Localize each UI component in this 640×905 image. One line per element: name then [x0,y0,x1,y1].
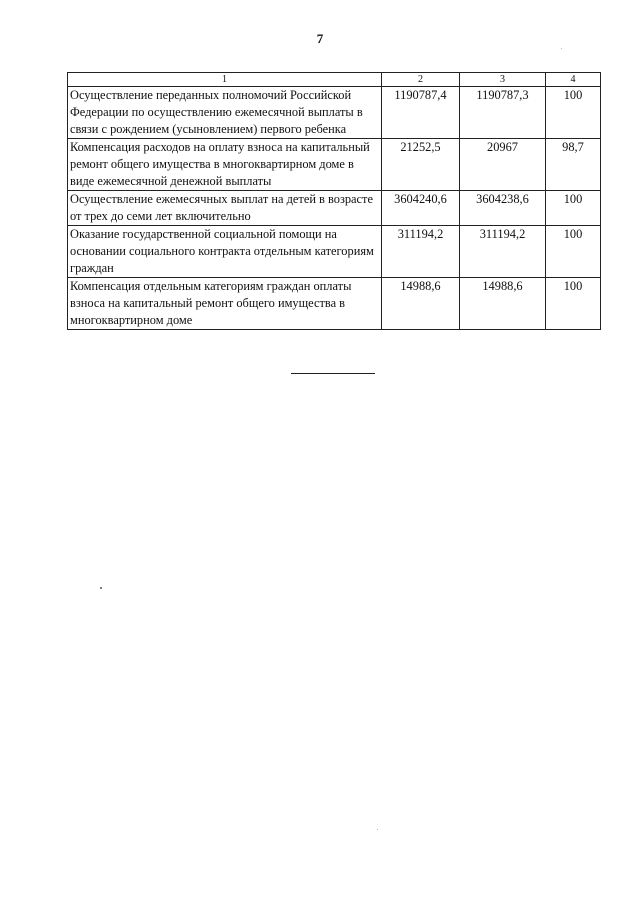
column-header-3: 3 [460,73,546,87]
column-header-1: 1 [68,73,382,87]
table-row [68,191,601,226]
row-value-4: 100 [546,226,601,278]
row-name: Компенсация отдельным категориям граждан оплаты взноса на капитальный ремонт общего имущества в многоквартирном доме [68,278,382,330]
column-header-2: 2 [382,73,460,87]
data-table [67,72,601,330]
row-name: Оказание государственной социальной помощи на основании социального контракта отдельным категориям граждан [68,226,382,278]
row-value-2: 1190787,4 [382,87,460,139]
row-value-3: 14988,6 [460,278,546,330]
row-value-2: 3604240,6 [382,191,460,226]
row-value-3: 20967 [460,139,546,191]
row-name: Осуществление ежемесячных выплат на детей в возрасте от трех до семи лет включительно [68,191,382,226]
scan-speck [100,587,102,589]
row-name: Компенсация расходов на оплату взноса на капитальный ремонт общего имущества в многоквартирном доме в виде ежемесячной денежной выплаты [68,139,382,191]
row-value-3: 1190787,3 [460,87,546,139]
row-value-3: 311194,2 [460,226,546,278]
table-row [68,278,601,330]
header-row [68,73,601,87]
row-value-2: 311194,2 [382,226,460,278]
table-row [68,139,601,191]
row-value-2: 21252,5 [382,139,460,191]
row-value-3: 3604238,6 [460,191,546,226]
table-row [68,87,601,139]
row-name: Осуществление переданных полномочий Российской Федерации по осуществлению ежемесячной выплаты в связи с рождением (усыновлением) первого ребенка [68,87,382,139]
scan-speck [561,48,562,49]
section-divider [291,373,375,374]
scan-speck [377,829,378,830]
row-value-4: 100 [546,87,601,139]
row-value-4: 98,7 [546,139,601,191]
row-value-4: 100 [546,278,601,330]
row-value-4: 100 [546,191,601,226]
page-number: 7 [316,31,324,46]
row-value-2: 14988,6 [382,278,460,330]
table-row [68,226,601,278]
column-header-4: 4 [546,73,601,87]
